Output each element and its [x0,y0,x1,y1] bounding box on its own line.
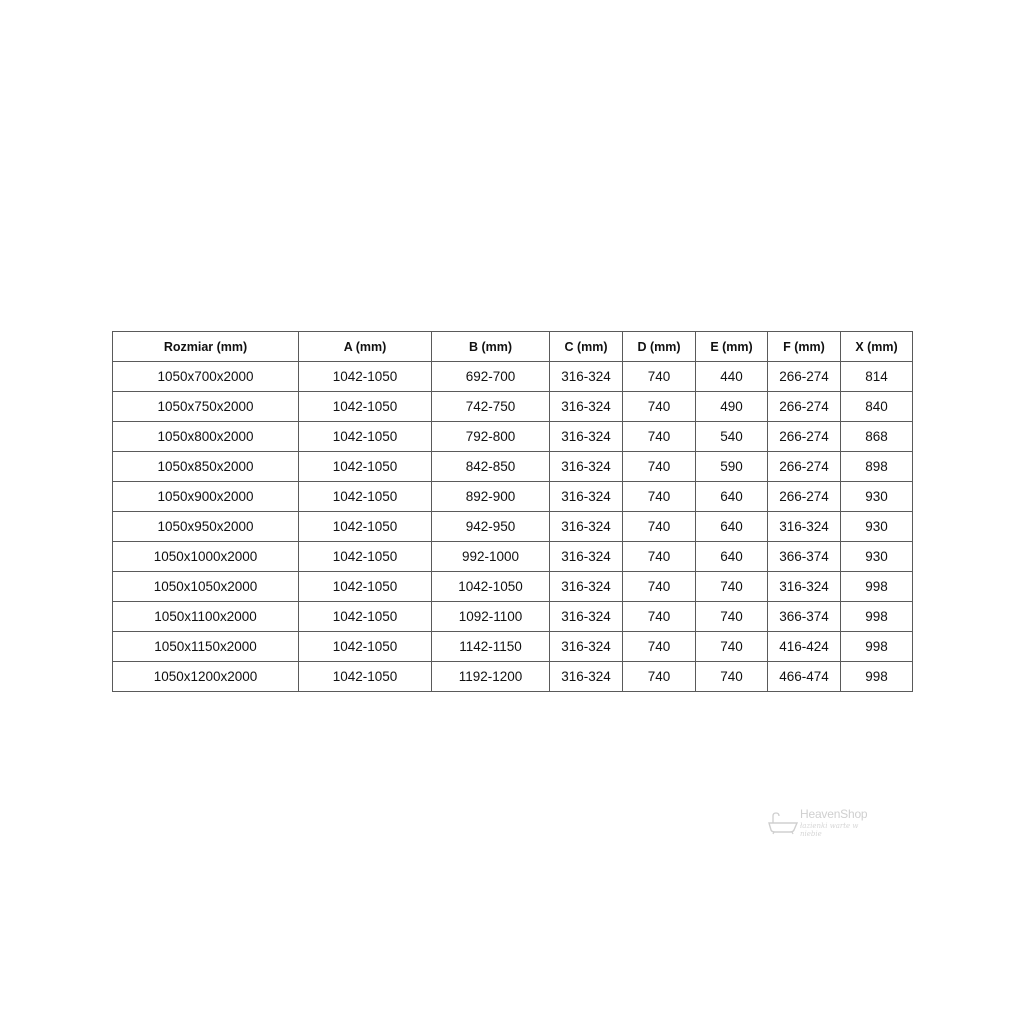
cell-x: 930 [841,542,913,572]
cell-x: 840 [841,392,913,422]
cell-f: 316-324 [768,572,841,602]
cell-x: 814 [841,362,913,392]
column-header-f: F (mm) [768,332,841,362]
cell-x: 898 [841,452,913,482]
cell-c: 316-324 [550,422,623,452]
cell-c: 316-324 [550,392,623,422]
cell-size: 1050x1100x2000 [113,602,299,632]
cell-b: 692-700 [432,362,550,392]
cell-size: 1050x1200x2000 [113,662,299,692]
cell-a: 1042-1050 [299,662,432,692]
column-header-e: E (mm) [696,332,768,362]
cell-x: 998 [841,572,913,602]
cell-x: 998 [841,662,913,692]
cell-a: 1042-1050 [299,482,432,512]
cell-c: 316-324 [550,512,623,542]
cell-a: 1042-1050 [299,572,432,602]
table-row [113,572,913,602]
cell-b: 942-950 [432,512,550,542]
column-header-x: X (mm) [841,332,913,362]
cell-c: 316-324 [550,662,623,692]
cell-c: 316-324 [550,542,623,572]
table-row [113,392,913,422]
cell-size: 1050x800x2000 [113,422,299,452]
cell-f: 316-324 [768,512,841,542]
cell-f: 266-274 [768,392,841,422]
table-row [113,482,913,512]
cell-e: 590 [696,452,768,482]
cell-d: 740 [623,452,696,482]
cell-b: 1142-1150 [432,632,550,662]
cell-b: 792-800 [432,422,550,452]
dimensions-table [112,331,913,692]
cell-a: 1042-1050 [299,392,432,422]
bathtub-icon [767,811,799,835]
cell-e: 640 [696,512,768,542]
table-row [113,662,913,692]
cell-b: 992-1000 [432,542,550,572]
cell-a: 1042-1050 [299,512,432,542]
cell-size: 1050x1050x2000 [113,572,299,602]
cell-a: 1042-1050 [299,542,432,572]
table-header-row [113,332,913,362]
cell-size: 1050x850x2000 [113,452,299,482]
cell-a: 1042-1050 [299,452,432,482]
cell-f: 266-274 [768,422,841,452]
cell-d: 740 [623,362,696,392]
cell-f: 366-374 [768,602,841,632]
cell-size: 1050x700x2000 [113,362,299,392]
column-header-d: D (mm) [623,332,696,362]
cell-e: 740 [696,662,768,692]
table-row [113,512,913,542]
cell-e: 740 [696,572,768,602]
cell-d: 740 [623,662,696,692]
cell-f: 266-274 [768,452,841,482]
cell-b: 742-750 [432,392,550,422]
cell-size: 1050x1150x2000 [113,632,299,662]
table-row [113,362,913,392]
cell-x: 998 [841,632,913,662]
cell-x: 930 [841,482,913,512]
table-row [113,542,913,572]
cell-size: 1050x900x2000 [113,482,299,512]
cell-f: 266-274 [768,482,841,512]
cell-f: 266-274 [768,362,841,392]
cell-b: 1092-1100 [432,602,550,632]
cell-c: 316-324 [550,362,623,392]
cell-e: 740 [696,602,768,632]
cell-c: 316-324 [550,632,623,662]
column-header-b: B (mm) [432,332,550,362]
cell-e: 440 [696,362,768,392]
cell-f: 416-424 [768,632,841,662]
cell-e: 540 [696,422,768,452]
cell-c: 316-324 [550,452,623,482]
cell-size: 1050x1000x2000 [113,542,299,572]
table-row [113,422,913,452]
cell-x: 998 [841,602,913,632]
cell-d: 740 [623,602,696,632]
cell-f: 466-474 [768,662,841,692]
cell-c: 316-324 [550,482,623,512]
cell-b: 1042-1050 [432,572,550,602]
cell-a: 1042-1050 [299,632,432,662]
cell-d: 740 [623,572,696,602]
cell-a: 1042-1050 [299,362,432,392]
heavenshop-watermark [767,805,877,838]
cell-d: 740 [623,422,696,452]
cell-e: 640 [696,542,768,572]
cell-c: 316-324 [550,602,623,632]
column-header-c: C (mm) [550,332,623,362]
cell-d: 740 [623,632,696,662]
cell-d: 740 [623,512,696,542]
cell-d: 740 [623,392,696,422]
cell-c: 316-324 [550,572,623,602]
column-header-a: A (mm) [299,332,432,362]
cell-b: 842-850 [432,452,550,482]
cell-size: 1050x950x2000 [113,512,299,542]
table-row [113,632,913,662]
table-body [113,362,913,692]
cell-e: 640 [696,482,768,512]
cell-x: 930 [841,512,913,542]
cell-b: 1192-1200 [432,662,550,692]
watermark-tagline: łazienki warte w niebie [800,822,859,838]
cell-d: 740 [623,542,696,572]
cell-f: 366-374 [768,542,841,572]
cell-b: 892-900 [432,482,550,512]
cell-a: 1042-1050 [299,422,432,452]
column-header-size: Rozmiar (mm) [113,332,299,362]
table-row [113,602,913,632]
cell-e: 490 [696,392,768,422]
cell-a: 1042-1050 [299,602,432,632]
watermark-name: HeavenShop [800,807,868,821]
cell-x: 868 [841,422,913,452]
cell-size: 1050x750x2000 [113,392,299,422]
cell-e: 740 [696,632,768,662]
cell-d: 740 [623,482,696,512]
table-row [113,452,913,482]
